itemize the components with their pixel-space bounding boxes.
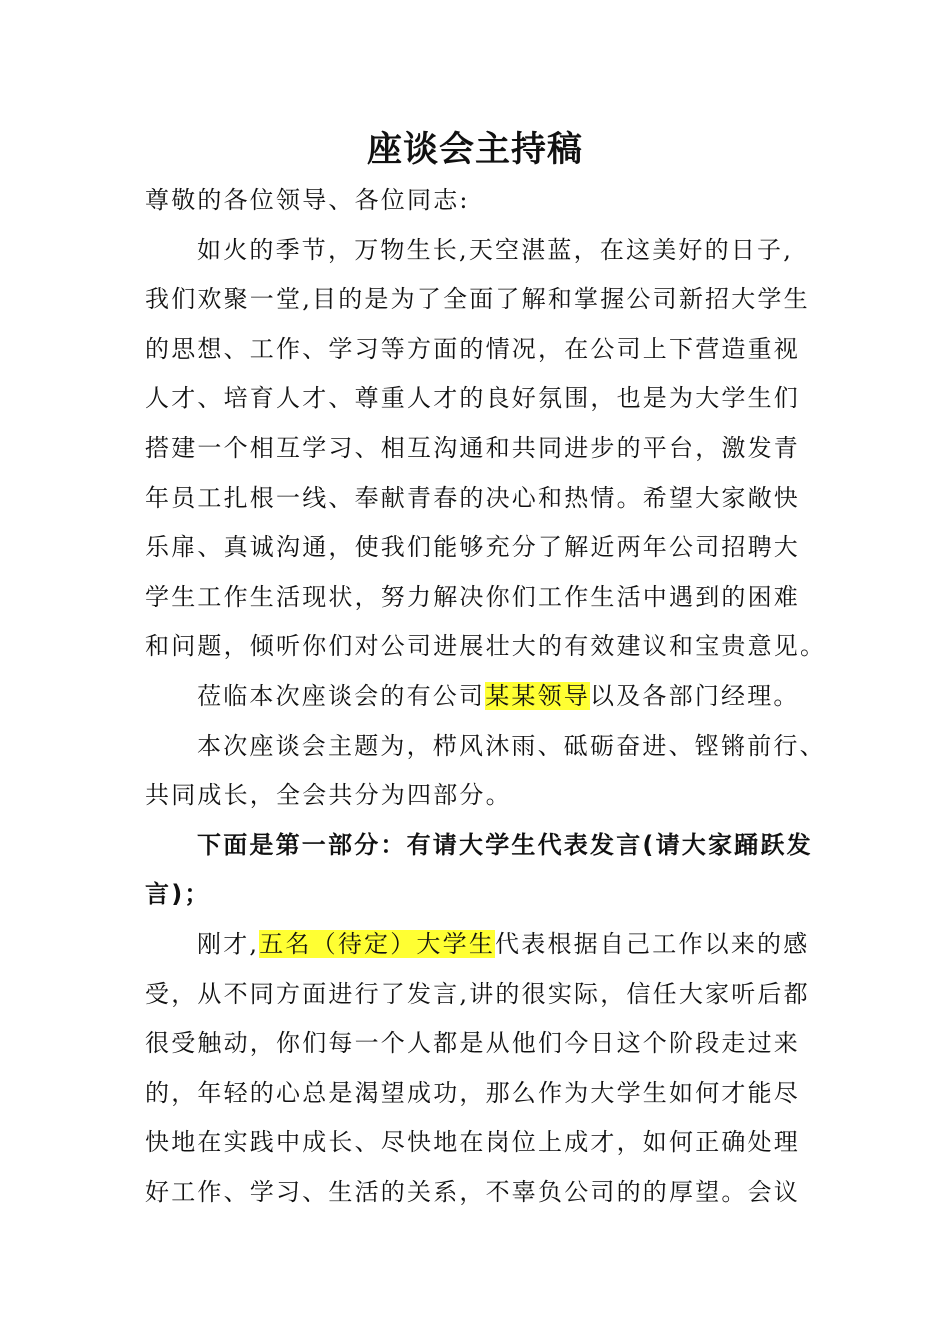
text-line: 下面是第一部分：有请大学生代表发言(请大家踊跃发: [197, 830, 813, 859]
text-line: [145, 920, 825, 970]
text-line: 人才、培育人才、尊重人才的良好氛围，也是为大学生们: [145, 384, 800, 413]
text-segment: 代表根据自己工作以来的感: [495, 929, 810, 958]
text-line: 学生工作生活现状，努力解决你们工作生活中遇到的困难: [145, 582, 800, 611]
document-title: 座谈会主持稿: [366, 130, 583, 170]
text-line: 如火的季节，万物生长,天空湛蓝，在这美好的日子,: [197, 235, 794, 264]
text-line: 年员工扎根一线、奉献青春的决心和热情。希望大家敞快: [145, 483, 800, 512]
text-line: 搭建一个相互学习、相互沟通和共同进步的平台，激发青: [145, 433, 800, 462]
text-segment: 以及各部门经理。: [590, 681, 800, 710]
text-line: 共同成长，全会共分为四部分。: [145, 781, 512, 810]
highlighted-text: 某某领导: [485, 681, 591, 710]
text-line: 我们欢聚一堂,目的是为了全面了解和掌握公司新招大学生: [145, 285, 810, 314]
text-segment: 莅临本次座谈会的有公司: [197, 681, 486, 710]
text-line: 乐扉、真诚沟通，使我们能够充分了解近两年公司招聘大: [145, 533, 800, 562]
highlighted-text: 五名（待定）大学生: [259, 929, 496, 958]
text-segment: 刚才,: [197, 929, 260, 958]
text-line: 快地在实践中成长、尽快地在岗位上成才，如何正确处理: [145, 1128, 800, 1157]
text-line: 很受触动，你们每一个人都是从他们今日这个阶段走过来: [145, 1029, 800, 1058]
text-line: 受，从不同方面进行了发言,讲的很实际，信任大家听后都: [145, 979, 810, 1008]
document-body: [145, 176, 825, 1217]
text-line: 和问题，倾听你们对公司进展壮大的有效建议和宝贵意见。: [145, 632, 827, 661]
text-line: 本次座谈会主题为，栉风沐雨、砥砺奋进、铿锵前行、: [197, 731, 826, 760]
text-line: 的，年轻的心总是渴望成功，那么作为大学生如何才能尽: [145, 1078, 800, 1107]
text-line: 尊敬的各位领导、各位同志:: [145, 186, 470, 214]
text-line: 的思想、工作、学习等方面的情况，在公司上下营造重视: [145, 334, 800, 363]
text-line: 好工作、学习、生活的关系，不辜负公司的的厚望。会议: [145, 1177, 800, 1206]
text-line: [145, 672, 825, 722]
text-line: 言)；: [145, 880, 211, 909]
